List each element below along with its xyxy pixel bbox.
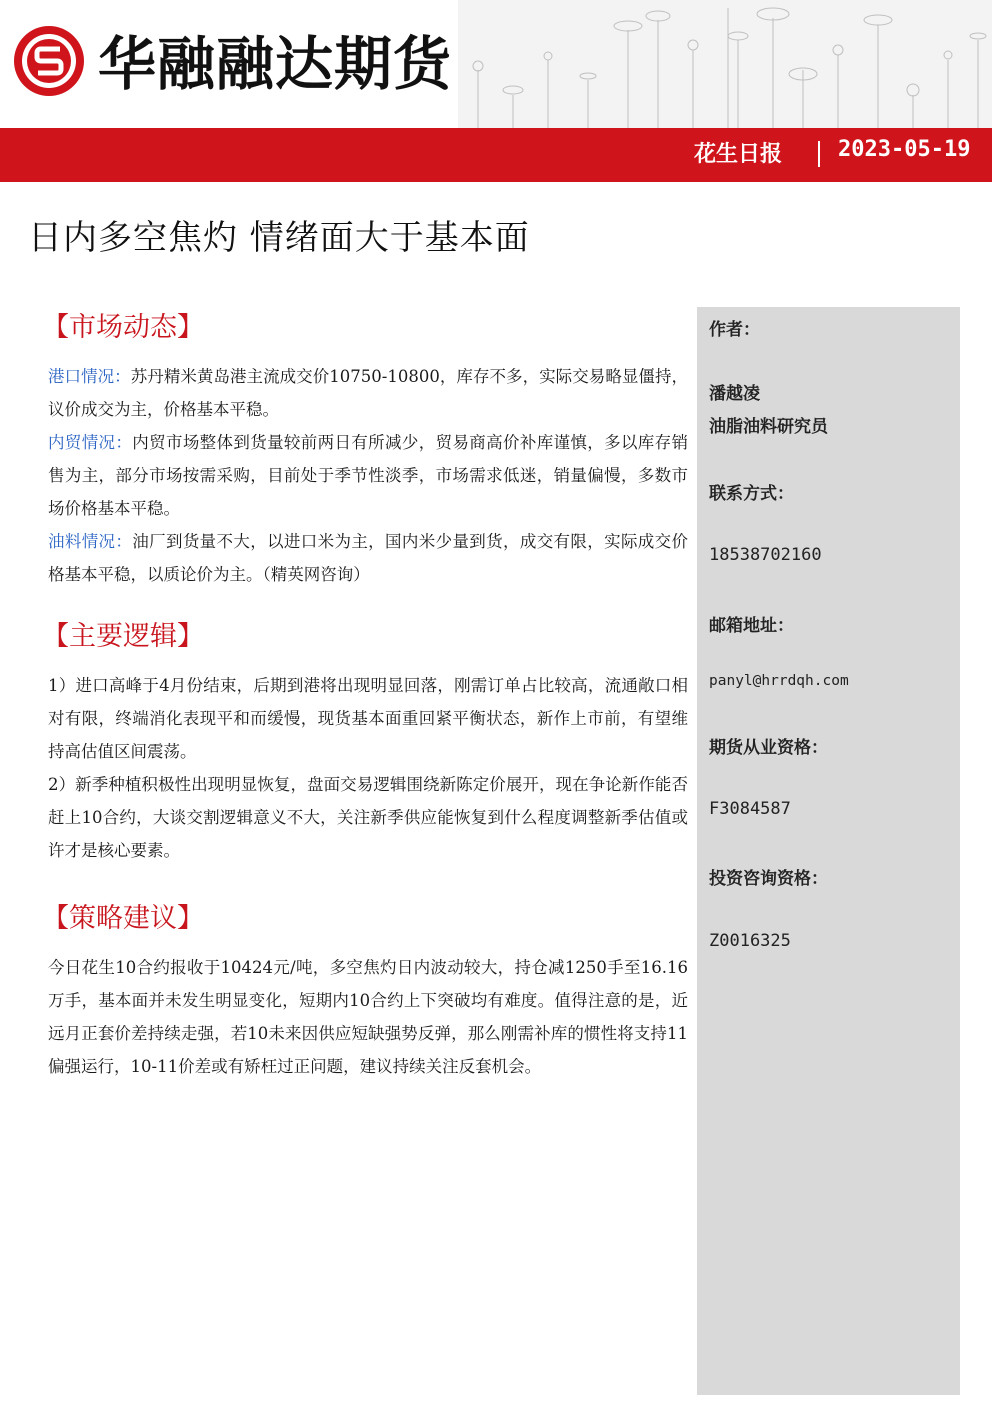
- paragraph-logic-1: 1）进口高峰于4月份结束，后期到港将出现明显回落，刚需订单占比较高，流通敞口相对有限，终端消化表现平和而缓慢，现货基本面重回紧平衡状态，新作上市前，有望维持高估值区间震荡。: [48, 676, 688, 761]
- advisory-qualification-label: 投资咨询资格：: [709, 869, 828, 889]
- email-address: panyl@hrrdqh.com: [709, 673, 849, 689]
- page-title: 日内多空焦灼 情绪面大于基本面: [28, 218, 530, 258]
- report-type: 花生日报: [693, 142, 782, 167]
- author-sidebar: [697, 307, 960, 1395]
- phone-number: 18538702160: [709, 545, 822, 565]
- author-role: 油脂油料研究员: [709, 417, 828, 437]
- main-content: [42, 310, 689, 1083]
- advisory-qualification: Z0016325: [709, 931, 791, 951]
- company-name: 华融融达期货: [98, 30, 453, 98]
- section-title-market: 【市场动态】: [42, 312, 204, 343]
- author-name: 潘越凌: [709, 384, 760, 404]
- futures-qualification: F3084587: [709, 799, 791, 819]
- contact-label: 联系方式：: [709, 484, 794, 504]
- company-logo-icon: [12, 24, 86, 98]
- email-label: 邮箱地址：: [709, 616, 794, 636]
- label-port: 港口情况：: [48, 367, 131, 386]
- label-domestic: 内贸情况：: [48, 433, 133, 452]
- paragraph-domestic: [48, 426, 688, 525]
- paragraph-strategy: 今日花生10合约报收于10424元/吨，多空焦灼日内波动较大，持仓减1250手至16.16万手，基本面并未发生明显变化，短期内10合约上下突破均有难度。值得注意的是，近远月正套价差持续走强，若10未来因供应短缺强势反弹，那么刚需补库的惯性将支持11偏强运行，10-11价差或有矫枉过正问题，建议持续关注反套机会。: [48, 958, 688, 1076]
- author-label: 作者：: [709, 320, 760, 340]
- text-oilseed: 油厂到货量不大，以进口米为主，国内米少量到货，成交有限，实际成交价格基本平稳，以质论价为主。（精英网咨询）: [48, 532, 689, 584]
- paragraph-oilseed: [48, 525, 688, 591]
- page-header: [0, 0, 992, 128]
- section-title-strategy: 【策略建议】: [42, 903, 204, 934]
- decorative-lines-graphic: [458, 0, 992, 128]
- label-oilseed: 油料情况：: [48, 532, 133, 551]
- futures-qualification-label: 期货从业资格：: [709, 738, 828, 758]
- text-port: 苏丹精米黄岛港主流成交价10750-10800，库存不多，实际交易略显僵持，议价成交为主，价格基本平稳。: [48, 367, 689, 419]
- text-domestic: 内贸市场整体到货量较前两日有所减少，贸易商高价补库谨慎，多以库存销售为主，部分市场按需采购，目前处于季节性淡季，市场需求低迷，销量偏慢，多数市场价格基本平稳。: [48, 433, 689, 518]
- report-date: 2023-05-19: [838, 137, 971, 162]
- paragraph-logic-2: 2）新季种植积极性出现明显恢复，盘面交易逻辑围绕新陈定价展开，现在争论新作能否赶上10合约，大谈交割逻辑意义不大，关注新季供应能恢复到什么程度调整新季估值或许才是核心要素。: [48, 775, 688, 860]
- paragraph-port: [48, 360, 688, 426]
- header-divider: [818, 141, 820, 167]
- section-title-logic: 【主要逻辑】: [42, 621, 204, 652]
